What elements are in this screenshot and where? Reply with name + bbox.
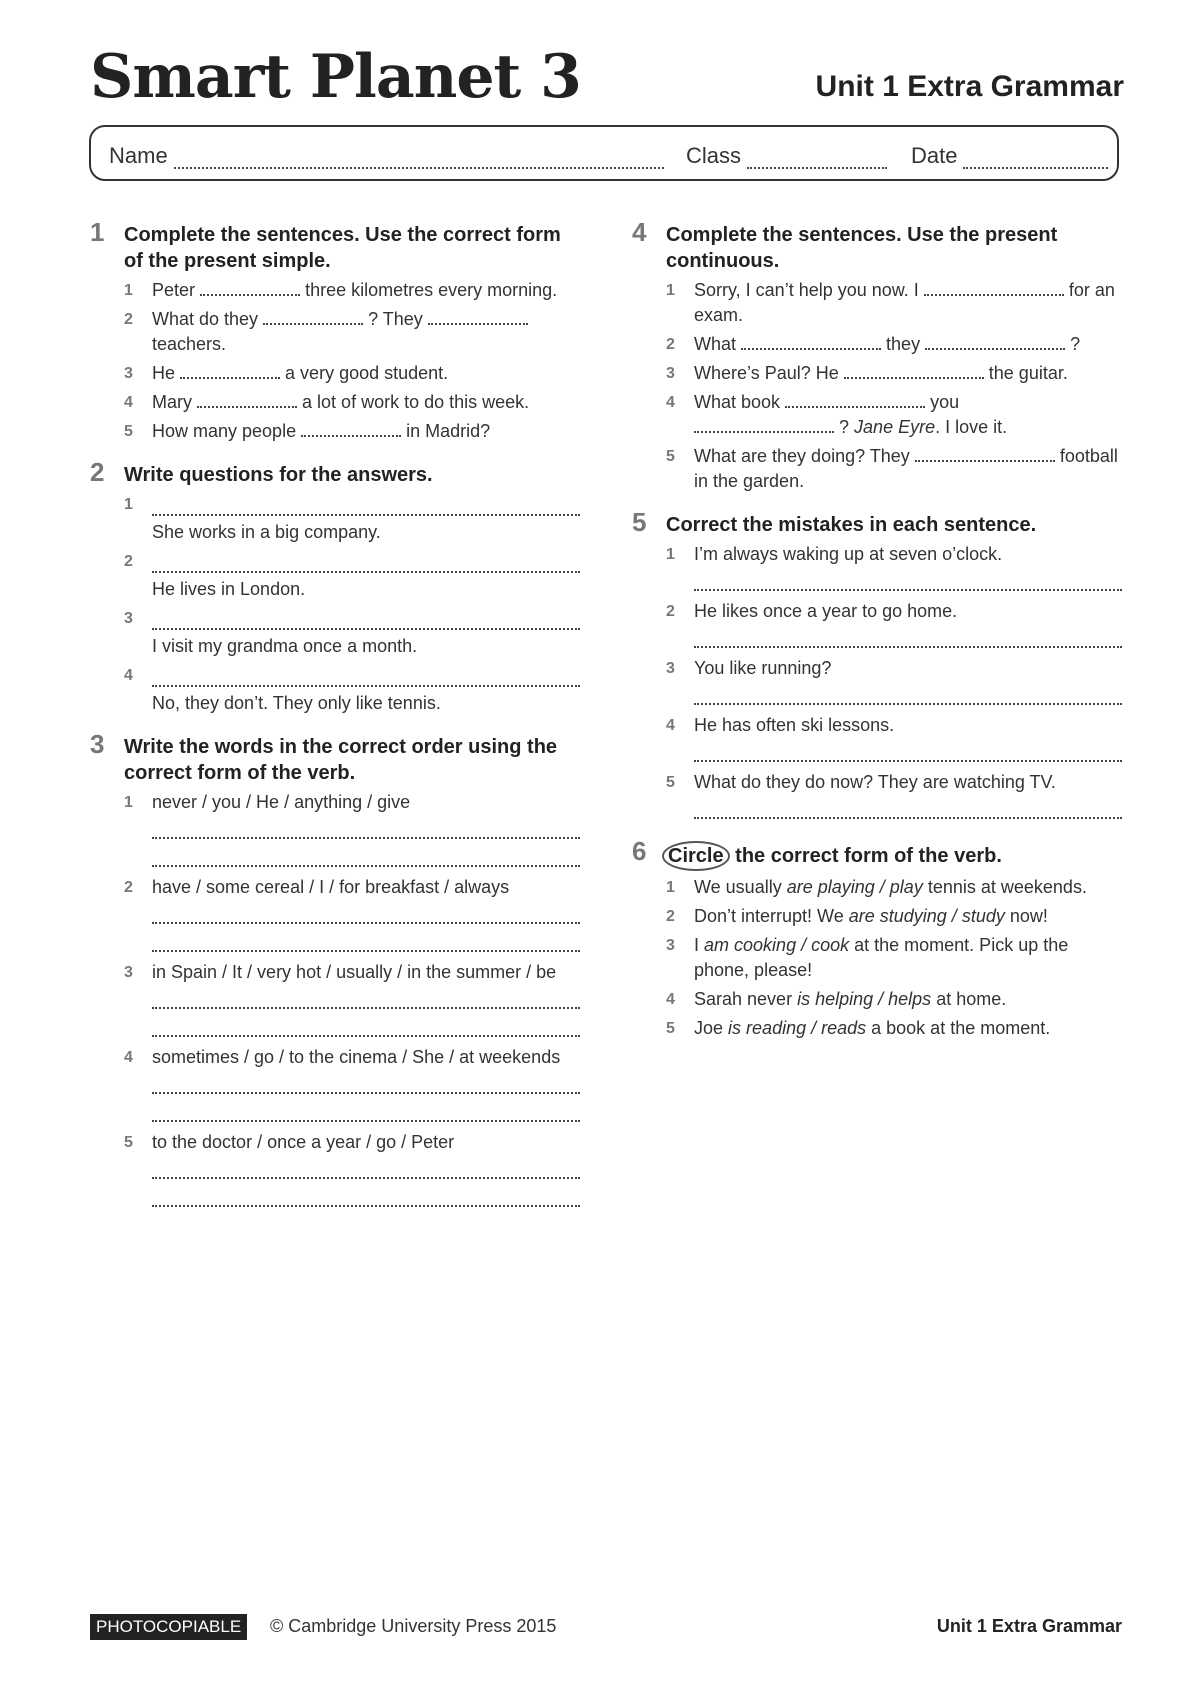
answer-line[interactable] [152, 1098, 580, 1122]
answer-line[interactable] [152, 928, 580, 952]
item-text: I visit my grandma once a month. [152, 636, 418, 656]
item-number: 4 [124, 1049, 133, 1066]
list-item [666, 713, 1122, 766]
item-text: Joe [694, 1018, 724, 1038]
exercise-5 [632, 507, 1122, 823]
item-text: three kilometres every morning. [305, 280, 558, 300]
list-item [666, 1016, 1122, 1041]
answer-blank[interactable] [915, 444, 1055, 462]
left-column [90, 217, 580, 1229]
item-number: 2 [666, 336, 675, 353]
date-field[interactable] [911, 143, 1108, 169]
name-line[interactable] [174, 149, 664, 169]
item-number: 1 [124, 282, 133, 299]
list-item [666, 770, 1122, 823]
item-number: 2 [666, 908, 675, 925]
exercise-number: 1 [90, 217, 105, 247]
item-number: 3 [666, 937, 675, 954]
class-label: Class [686, 143, 742, 168]
item-text: I’m always waking up at seven o’clock. [694, 544, 1003, 564]
list-item [124, 549, 580, 602]
answer-line[interactable] [152, 1155, 580, 1179]
name-label: Name [109, 143, 168, 168]
list-item [124, 1045, 580, 1126]
item-number: 3 [124, 365, 133, 382]
item-text: a very good student. [285, 363, 449, 383]
book-title: Jane Eyre [854, 417, 936, 437]
item-text: at the moment. Pick up the phone, please! [694, 935, 1069, 980]
list-item [666, 542, 1122, 595]
answer-blank[interactable] [925, 332, 1065, 350]
list-item [124, 875, 580, 956]
answer-line[interactable] [152, 985, 580, 1009]
list-item [666, 444, 1122, 494]
item-number: 1 [124, 794, 133, 811]
list-item [124, 663, 580, 716]
list-item [666, 390, 1122, 440]
unit-heading: Unit 1 Extra Grammar [815, 70, 1124, 103]
item-number: 4 [124, 394, 133, 411]
instruction-text: the correct form of the verb. [735, 845, 1002, 867]
class-field[interactable] [686, 143, 887, 169]
list-item [666, 904, 1122, 929]
item-number: 3 [666, 660, 675, 677]
student-info-box [89, 125, 1119, 181]
list-item [666, 278, 1122, 328]
item-text: He likes once a year to go home. [694, 601, 958, 621]
item-text: Don’t interrupt! We [694, 906, 844, 926]
item-text: in Madrid? [406, 421, 491, 441]
exercise-number: 2 [90, 457, 105, 487]
exercise-instruction: Complete the sentences. Use the correct form of the present simple. [124, 224, 561, 272]
item-text: He has often ski lessons. [694, 715, 895, 735]
exercise-number: 3 [90, 729, 105, 759]
item-text: What book [694, 392, 781, 412]
class-line[interactable] [747, 149, 887, 169]
exercise-6 [632, 836, 1122, 1041]
list-item [666, 875, 1122, 900]
item-text: What [694, 334, 737, 354]
verb-options[interactable]: are studying / study [848, 906, 1005, 926]
photocopiable-badge: PHOTOCOPIABLE [90, 1614, 247, 1640]
list-item [666, 361, 1122, 386]
item-text: ? They [368, 309, 423, 329]
item-text: never / you / He / anything / give [152, 792, 411, 812]
item-text: Sarah never [694, 989, 793, 1009]
verb-options[interactable]: are playing / play [786, 877, 923, 897]
answer-line[interactable] [694, 795, 1122, 819]
list-item [124, 307, 580, 357]
footer-unit-label: Unit 1 Extra Grammar [936, 1616, 1122, 1636]
exercise-4 [632, 217, 1122, 494]
item-text: How many people [152, 421, 297, 441]
exercise-3 [90, 729, 580, 1211]
item-number: 2 [666, 603, 675, 620]
answer-line[interactable] [152, 1183, 580, 1207]
item-text: football in the garden. [694, 446, 1118, 491]
verb-options[interactable]: is helping / helps [797, 989, 932, 1009]
item-text: teachers. [152, 334, 227, 354]
answer-blank[interactable] [301, 419, 401, 437]
copyright-notice: © Cambridge University Press 2015 [270, 1616, 557, 1636]
item-text: Mary [152, 392, 192, 412]
item-number: 2 [124, 311, 133, 328]
worksheet-title: Smart Planet 3 [90, 42, 581, 112]
item-number: 1 [666, 282, 675, 299]
item-text: sometimes / go / to the cinema / She / at weekends [152, 1047, 561, 1067]
answer-line[interactable] [152, 606, 580, 630]
list-item [666, 987, 1122, 1012]
item-number: 5 [666, 1020, 675, 1037]
item-number: 5 [666, 774, 675, 791]
item-text: to the doctor / once a year / go / Peter [152, 1132, 455, 1152]
item-text: in Spain / It / very hot / usually / in the summer / be [152, 962, 557, 982]
item-number: 5 [124, 423, 133, 440]
answer-line[interactable] [152, 1070, 580, 1094]
name-field[interactable] [109, 143, 664, 169]
answer-blank[interactable] [741, 332, 881, 350]
item-number: 3 [124, 964, 133, 981]
item-text: now! [1009, 906, 1048, 926]
item-text: the guitar. [988, 363, 1068, 383]
item-number: 5 [124, 1134, 133, 1151]
item-text: She works in a big company. [152, 522, 381, 542]
exercise-number: 4 [632, 217, 647, 247]
answer-blank[interactable] [197, 390, 297, 408]
item-text: ? [1070, 334, 1081, 354]
item-text: . I love it. [935, 417, 1008, 437]
item-text: Sorry, I can’t help you now. I [694, 280, 919, 300]
item-number: 4 [666, 394, 675, 411]
item-number: 3 [124, 610, 133, 627]
item-text: for an exam. [694, 280, 1115, 325]
item-text: He lives in London. [152, 579, 306, 599]
answer-line[interactable] [694, 681, 1122, 705]
list-item [666, 933, 1122, 983]
item-text: What are they doing? They [694, 446, 910, 466]
list-item [124, 278, 580, 303]
list-item [124, 790, 580, 871]
item-text: He [152, 363, 176, 383]
verb-options[interactable]: is reading / reads [728, 1018, 867, 1038]
exercise-number: 6 [632, 836, 647, 866]
exercise-1 [90, 217, 580, 444]
answer-line[interactable] [152, 843, 580, 867]
item-text: have / some cereal / I / for breakfast / always [152, 877, 510, 897]
list-item [666, 656, 1122, 709]
answer-line[interactable] [152, 1013, 580, 1037]
answer-line[interactable] [152, 549, 580, 573]
exercise-instruction [666, 841, 1002, 871]
item-number: 3 [666, 365, 675, 382]
item-number: 2 [124, 553, 133, 570]
answer-blank[interactable] [844, 361, 984, 379]
list-item [666, 599, 1122, 652]
circle-word: Circle [662, 841, 730, 871]
item-number: 5 [666, 448, 675, 465]
answer-blank[interactable] [785, 390, 925, 408]
answer-line[interactable] [152, 815, 580, 839]
item-text: We usually [694, 877, 782, 897]
item-text: they [886, 334, 921, 354]
answer-line[interactable] [152, 900, 580, 924]
exercise-instruction: Complete the sentences. Use the present continuous. [666, 224, 1058, 272]
answer-blank[interactable] [263, 307, 363, 325]
item-text: What do they [152, 309, 259, 329]
item-text: I [694, 935, 700, 955]
list-item [666, 332, 1122, 357]
item-text: you [930, 392, 960, 412]
answer-blank[interactable] [180, 361, 280, 379]
item-number: 4 [666, 717, 675, 734]
answer-blank[interactable] [924, 278, 1064, 296]
answer-line[interactable] [152, 663, 580, 687]
item-text: tennis at weekends. [927, 877, 1087, 897]
item-text: Where’s Paul? He [694, 363, 839, 383]
answer-line[interactable] [152, 492, 580, 516]
item-number: 1 [666, 879, 675, 896]
list-item [124, 1130, 580, 1211]
answer-blank[interactable] [428, 307, 528, 325]
item-text: Peter [152, 280, 196, 300]
list-item [124, 361, 580, 386]
item-number: 1 [666, 546, 675, 563]
answer-blank[interactable] [694, 415, 834, 433]
list-item [124, 390, 580, 415]
item-text: at home. [936, 989, 1007, 1009]
item-number: 4 [124, 667, 133, 684]
item-text: a lot of work to do this week. [302, 392, 530, 412]
answer-blank[interactable] [200, 278, 300, 296]
exercise-number: 5 [632, 507, 647, 537]
item-number: 2 [124, 879, 133, 896]
item-number: 4 [666, 991, 675, 1008]
list-item [124, 492, 580, 545]
item-text: What do they do now? They are watching TV. [694, 772, 1056, 792]
list-item [124, 419, 580, 444]
answer-line[interactable] [694, 624, 1122, 648]
list-item [124, 606, 580, 659]
answer-line[interactable] [694, 738, 1122, 762]
item-number: 1 [124, 496, 133, 513]
exercise-instruction: Write questions for the answers. [124, 464, 433, 486]
date-label: Date [911, 143, 958, 168]
date-line[interactable] [963, 149, 1108, 169]
item-text: a book at the moment. [871, 1018, 1051, 1038]
item-text: You like running? [694, 658, 832, 678]
verb-options[interactable]: am cooking / cook [704, 935, 850, 955]
list-item [124, 960, 580, 1041]
exercise-instruction: Write the words in the correct order using the correct form of the verb. [124, 736, 558, 784]
right-column [632, 217, 1122, 1059]
exercise-instruction: Correct the mistakes in each sentence. [666, 514, 1037, 536]
item-text: No, they don’t. They only like tennis. [152, 693, 441, 713]
exercise-2 [90, 457, 580, 716]
item-text: ? [839, 417, 850, 437]
answer-line[interactable] [694, 567, 1122, 591]
